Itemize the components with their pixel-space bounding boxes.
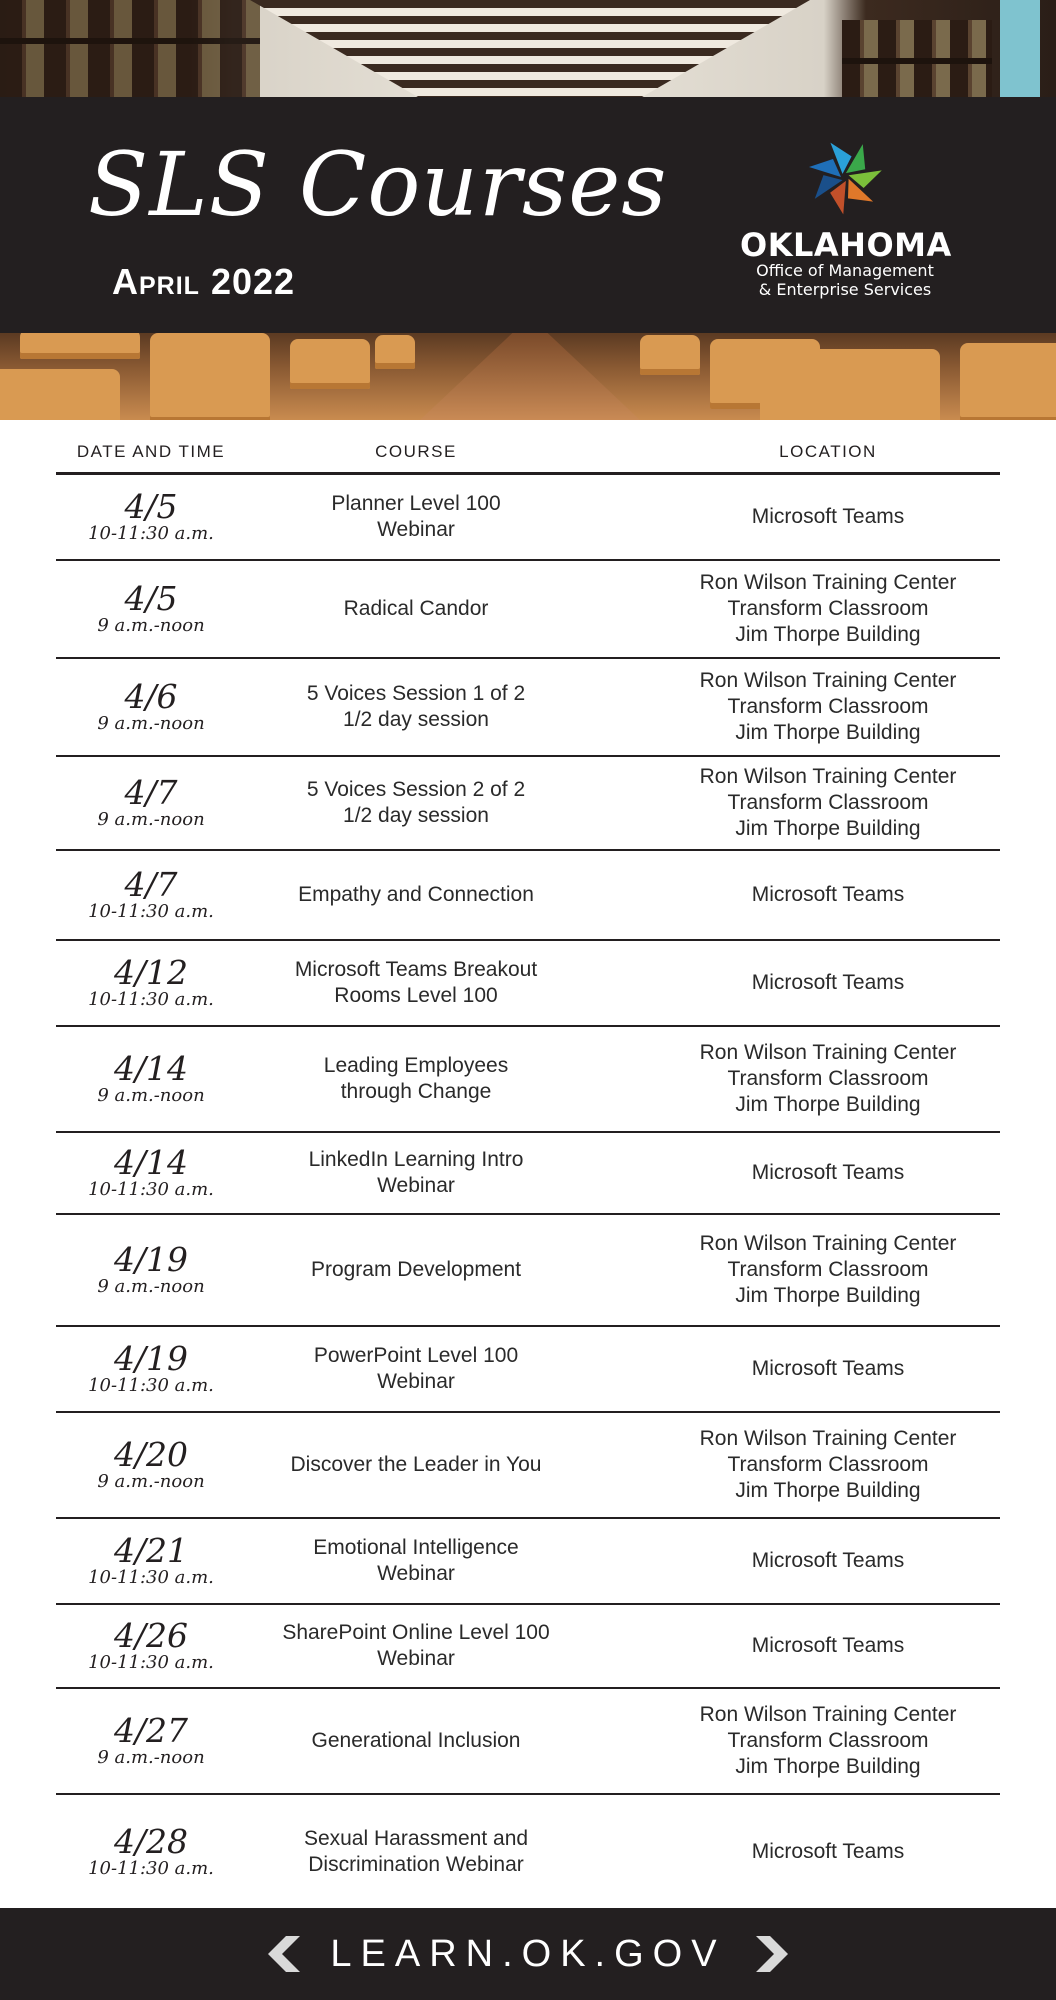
course-cell <box>266 941 566 1025</box>
location-line: Jim Thorpe Building <box>735 1093 921 1116</box>
location-cell <box>656 1327 1000 1411</box>
location-cell <box>656 561 1000 657</box>
table-row <box>56 1519 1000 1605</box>
course-name-line: Emotional Intelligence <box>313 1536 519 1559</box>
date-time-cell <box>56 1795 246 1909</box>
date-time-cell <box>56 1689 246 1793</box>
table-row <box>56 659 1000 757</box>
bookshelf-right <box>842 20 992 97</box>
logo-line-3: & Enterprise Services <box>758 280 932 299</box>
course-time: 9 a.m.-noon <box>97 713 205 734</box>
course-name-line: Planner Level 100 <box>331 492 501 515</box>
aisle <box>420 333 640 420</box>
course-name-line: 5 Voices Session 2 of 2 <box>306 778 526 801</box>
course-time: 9 a.m.-noon <box>97 1085 205 1106</box>
location-line: Microsoft Teams <box>751 1840 905 1863</box>
course-date: 4/26 <box>113 1616 189 1655</box>
course-time: 9 a.m.-noon <box>97 615 205 636</box>
course-time: 10-11:30 a.m. <box>88 1858 214 1879</box>
location-line: Transform Classroom <box>727 1453 929 1476</box>
table-row <box>56 1413 1000 1519</box>
course-date: 4/12 <box>113 953 189 992</box>
course-cell <box>266 1327 566 1411</box>
chevron-right-icon <box>754 1934 794 1974</box>
date-time-cell <box>56 1133 246 1213</box>
course-time: 10-11:30 a.m. <box>88 1375 214 1396</box>
course-cell <box>266 1413 566 1517</box>
course-cell <box>266 1133 566 1213</box>
course-cell <box>266 757 566 849</box>
table-row <box>56 1689 1000 1795</box>
table-row <box>56 1215 1000 1327</box>
course-date: 4/14 <box>113 1049 189 1088</box>
course-date: 4/7 <box>124 865 178 904</box>
date-time-cell <box>56 475 246 559</box>
classroom-photo <box>0 333 1056 420</box>
table-row <box>56 1795 1000 1911</box>
date-time-cell <box>56 851 246 939</box>
location-line: Ron Wilson Training Center <box>699 669 957 692</box>
chair <box>640 335 700 375</box>
chair <box>760 349 940 420</box>
course-cell <box>266 1795 566 1909</box>
course-cell <box>266 1519 566 1603</box>
chevron-left-shape <box>268 1936 300 1972</box>
location-line: Ron Wilson Training Center <box>699 1232 957 1255</box>
course-date: 4/28 <box>113 1822 189 1861</box>
course-cell <box>266 475 566 559</box>
course-name-line: PowerPoint Level 100 <box>313 1344 519 1367</box>
date-time-cell <box>56 1605 246 1687</box>
table-row <box>56 561 1000 659</box>
location-cell <box>656 1215 1000 1325</box>
chair <box>0 369 120 420</box>
star-petal <box>809 159 841 177</box>
chair <box>150 333 270 420</box>
location-cell <box>656 659 1000 755</box>
course-cell <box>266 561 566 657</box>
page-title: SLS Courses <box>88 133 668 236</box>
course-table <box>56 420 1000 1911</box>
chevron-right-shape <box>756 1936 788 1972</box>
table-row <box>56 851 1000 941</box>
date-time-cell <box>56 1519 246 1603</box>
course-date: 4/5 <box>124 579 178 618</box>
header-band <box>0 97 1056 333</box>
course-time: 9 a.m.-noon <box>97 1747 205 1768</box>
chair <box>375 335 415 369</box>
course-time: 10-11:30 a.m. <box>88 1567 214 1588</box>
course-time: 10-11:30 a.m. <box>88 901 214 922</box>
logo-line-1: OKLAHOMA <box>740 226 952 264</box>
location-cell <box>656 1689 1000 1793</box>
course-name-line: Webinar <box>377 1370 455 1393</box>
ceiling-beams <box>250 0 810 97</box>
location-line: Transform Classroom <box>727 1729 929 1752</box>
course-name-line: Radical Candor <box>343 597 489 620</box>
table-row <box>56 1133 1000 1215</box>
table-row <box>56 1327 1000 1413</box>
course-time: 10-11:30 a.m. <box>88 1179 214 1200</box>
course-time: 10-11:30 a.m. <box>88 1652 214 1673</box>
location-cell <box>656 1795 1000 1909</box>
date-time-cell <box>56 561 246 657</box>
date-time-cell <box>56 1215 246 1325</box>
location-cell <box>656 851 1000 939</box>
bookshelf-left <box>0 0 260 97</box>
chair <box>290 339 370 389</box>
course-cell <box>266 659 566 755</box>
course-name-line: Webinar <box>377 1647 455 1670</box>
location-line: Jim Thorpe Building <box>735 623 921 646</box>
location-line: Microsoft Teams <box>751 1357 905 1380</box>
course-time: 9 a.m.-noon <box>97 1276 205 1297</box>
course-name-line: Microsoft Teams Breakout <box>294 958 538 981</box>
course-date: 4/14 <box>113 1143 189 1182</box>
course-time: 9 a.m.-noon <box>97 809 205 830</box>
location-cell <box>656 1133 1000 1213</box>
table-header <box>56 420 1000 475</box>
location-line: Jim Thorpe Building <box>735 1479 921 1502</box>
table-row <box>56 757 1000 851</box>
location-line: Jim Thorpe Building <box>735 721 921 744</box>
header-course: COURSE <box>375 442 457 461</box>
location-line: Jim Thorpe Building <box>735 1284 921 1307</box>
location-line: Transform Classroom <box>727 597 929 620</box>
table-row <box>56 1027 1000 1133</box>
location-line: Transform Classroom <box>727 695 929 718</box>
table-row <box>56 475 1000 561</box>
course-name-line: Generational Inclusion <box>311 1729 521 1752</box>
course-name-line: Sexual Harassment and <box>303 1827 529 1850</box>
course-cell <box>266 1215 566 1325</box>
location-line: Microsoft Teams <box>751 971 905 994</box>
location-line: Microsoft Teams <box>751 1161 905 1184</box>
course-name-line: Program Development <box>310 1258 522 1281</box>
location-line: Microsoft Teams <box>751 505 905 528</box>
table-row <box>56 941 1000 1027</box>
date-time-cell <box>56 659 246 755</box>
website-url: LEARN.OK.GOV <box>330 1932 726 1975</box>
library-photo <box>0 0 1056 97</box>
course-cell <box>266 1605 566 1687</box>
course-name-line: Webinar <box>377 518 455 541</box>
location-line: Transform Classroom <box>727 1067 929 1090</box>
course-time: 10-11:30 a.m. <box>88 523 214 544</box>
page-subtitle: April 2022 <box>112 261 296 302</box>
course-name-line: Webinar <box>377 1562 455 1585</box>
location-cell <box>656 941 1000 1025</box>
location-cell <box>656 1605 1000 1687</box>
course-name-line: Empathy and Connection <box>298 883 534 906</box>
course-date: 4/20 <box>113 1435 189 1474</box>
course-name-line: Discover the Leader in You <box>290 1453 542 1476</box>
location-line: Ron Wilson Training Center <box>699 571 957 594</box>
course-name-line: Discrimination Webinar <box>308 1853 524 1876</box>
table-body <box>56 475 1000 1911</box>
location-line: Transform Classroom <box>727 1258 929 1281</box>
course-date: 4/19 <box>113 1339 189 1378</box>
location-cell <box>656 1027 1000 1131</box>
location-line: Microsoft Teams <box>751 1549 905 1572</box>
logo-line-2: Office of Management <box>756 261 934 280</box>
date-time-cell <box>56 1027 246 1131</box>
omes-logo <box>740 135 950 299</box>
window <box>1000 0 1040 97</box>
location-line: Ron Wilson Training Center <box>699 1041 957 1064</box>
location-line: Ron Wilson Training Center <box>699 1703 957 1726</box>
course-name-line: 1/2 day session <box>343 804 489 827</box>
location-line: Transform Classroom <box>727 791 929 814</box>
course-date: 4/7 <box>124 773 178 812</box>
course-date: 4/21 <box>113 1531 189 1570</box>
course-date: 4/5 <box>124 487 178 526</box>
course-name-line: through Change <box>340 1080 492 1103</box>
course-cell <box>266 1027 566 1131</box>
header-location: LOCATION <box>779 442 877 461</box>
course-name-line: Leading Employees <box>323 1054 509 1077</box>
course-date: 4/6 <box>124 677 178 716</box>
header-date-time: DATE AND TIME <box>76 442 226 461</box>
course-date: 4/27 <box>113 1711 189 1750</box>
location-cell <box>656 757 1000 849</box>
location-cell <box>656 1519 1000 1603</box>
location-line: Microsoft Teams <box>751 883 905 906</box>
course-date: 4/19 <box>113 1240 189 1279</box>
table-row <box>56 1605 1000 1689</box>
course-name-line: LinkedIn Learning Intro <box>308 1148 524 1171</box>
course-name-line: Webinar <box>377 1174 455 1197</box>
location-cell <box>656 1413 1000 1517</box>
course-time: 9 a.m.-noon <box>97 1471 205 1492</box>
location-line: Microsoft Teams <box>751 1634 905 1657</box>
location-line: Ron Wilson Training Center <box>699 1427 957 1450</box>
course-name-line: SharePoint Online Level 100 <box>282 1621 550 1644</box>
course-cell <box>266 851 566 939</box>
location-line: Jim Thorpe Building <box>735 1755 921 1778</box>
location-cell <box>656 475 1000 559</box>
date-time-cell <box>56 1327 246 1411</box>
star-logo-icon <box>803 135 887 219</box>
footer-band <box>0 1908 1056 2000</box>
chair <box>960 343 1056 420</box>
course-time: 10-11:30 a.m. <box>88 989 214 1010</box>
location-line: Ron Wilson Training Center <box>699 765 957 788</box>
course-name-line: Rooms Level 100 <box>334 984 498 1007</box>
course-cell <box>266 1689 566 1793</box>
chevron-left-icon <box>262 1934 302 1974</box>
course-name-line: 5 Voices Session 1 of 2 <box>306 682 526 705</box>
date-time-cell <box>56 1413 246 1517</box>
date-time-cell <box>56 941 246 1025</box>
location-line: Jim Thorpe Building <box>735 817 921 840</box>
course-name-line: 1/2 day session <box>343 708 489 731</box>
chair <box>20 333 140 359</box>
date-time-cell <box>56 757 246 849</box>
